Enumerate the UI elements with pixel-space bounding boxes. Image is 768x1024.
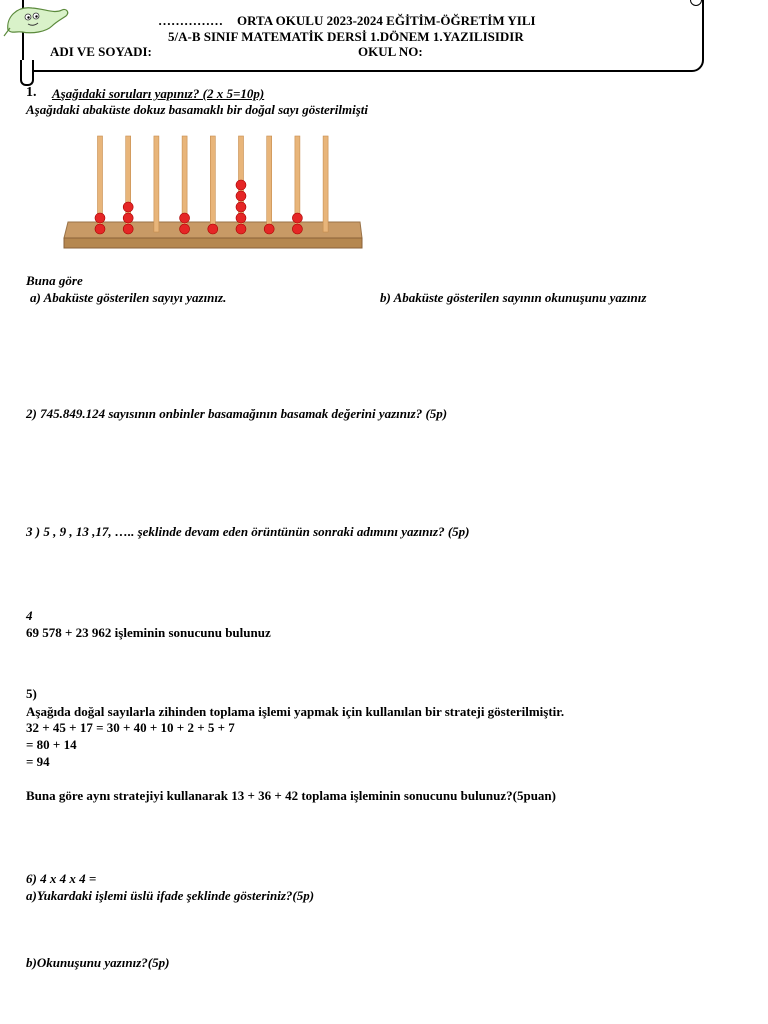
question-5-step-3: = 94 — [26, 754, 50, 769]
question-6a: a)Yukardaki işlemi üslü ifade şeklinde gösteriniz?(5p) — [26, 888, 315, 903]
abacus-bead — [123, 202, 133, 212]
abacus-bead — [208, 224, 218, 234]
abacus-base-front — [64, 238, 362, 248]
school-number-label: OKUL NO: — [358, 44, 423, 59]
abacus-bead — [292, 213, 302, 223]
abacus-rod — [154, 136, 159, 232]
abacus-bead — [236, 202, 246, 212]
abacus-figure — [60, 128, 370, 253]
abacus-bead — [95, 224, 105, 234]
question-1-title: Aşağıdaki soruları yapınız? (2 x 5=10p) — [52, 86, 265, 101]
question-1b: b) Abaküste gösterilen sayının okunuşunu yazınız — [380, 290, 647, 305]
question-3: 3 ) 5 , 9 , 13 ,17, ….. şeklinde devam eden örüntünün sonraki adımını yazınız? (5p) — [26, 524, 470, 539]
abacus-bead — [95, 213, 105, 223]
question-6: 6) 4 x 4 x 4 = — [26, 871, 97, 886]
header-title-line — [158, 13, 536, 29]
abacus-rod — [323, 136, 328, 232]
abacus-bead — [180, 213, 190, 223]
abacus-rod — [267, 136, 272, 232]
question-5-intro: Aşağıda doğal sayılarla zihinden toplama işlemi yapmak için kullanılan bir strateji gösterilmiştir. — [26, 704, 565, 719]
question-5-number: 5) — [26, 686, 37, 701]
header-year: ORTA OKULU 2023-2024 EĞİTİM-ÖĞRETİM YILI — [237, 13, 536, 28]
question-2: 2) 745.849.124 sayısının onbinler basamağının basamak değerini yazınız? (5p) — [26, 406, 448, 421]
question-6b: b)Okunuşunu yazınız?(5p) — [26, 955, 170, 970]
abacus-bead — [236, 224, 246, 234]
question-1-number: 1. — [26, 85, 37, 100]
question-5-question: Buna göre aynı stratejiyi kullanarak 13 + 36 + 42 toplama işleminin sonucunu bulunuz?(5puan) — [26, 788, 556, 803]
abacus-bead — [123, 213, 133, 223]
question-1-accordingly: Buna göre — [26, 273, 83, 288]
abacus-rod — [210, 136, 215, 232]
question-1a: a) Abaküste gösterilen sayıyı yazınız. — [30, 290, 227, 305]
student-name-label: ADI VE SOYADI: — [50, 44, 152, 59]
ghost-mascot-icon — [2, 0, 74, 40]
question-4-number: 4 — [26, 608, 33, 623]
abacus-bead — [236, 180, 246, 190]
question-5-step-2: = 80 + 14 — [26, 737, 77, 752]
question-5-step-1: 32 + 45 + 17 = 30 + 40 + 10 + 2 + 5 + 7 — [26, 720, 235, 735]
header-exam-title: 5/A-B SINIF MATEMATİK DERSİ 1.DÖNEM 1.YAZILISIDIR — [168, 29, 524, 44]
school-name-blank: …………… — [158, 13, 223, 28]
abacus-bead — [236, 191, 246, 201]
abacus-bead — [264, 224, 274, 234]
abacus-bead — [236, 213, 246, 223]
abacus-bead — [180, 224, 190, 234]
header-tab — [20, 60, 34, 86]
abacus-bead — [123, 224, 133, 234]
question-4: 69 578 + 23 962 işleminin sonucunu bulunuz — [26, 625, 271, 640]
abacus-bead — [292, 224, 302, 234]
question-1-subtitle: Aşağıdaki abaküste dokuz basamaklı bir doğal sayı gösterilmişti — [26, 102, 369, 117]
